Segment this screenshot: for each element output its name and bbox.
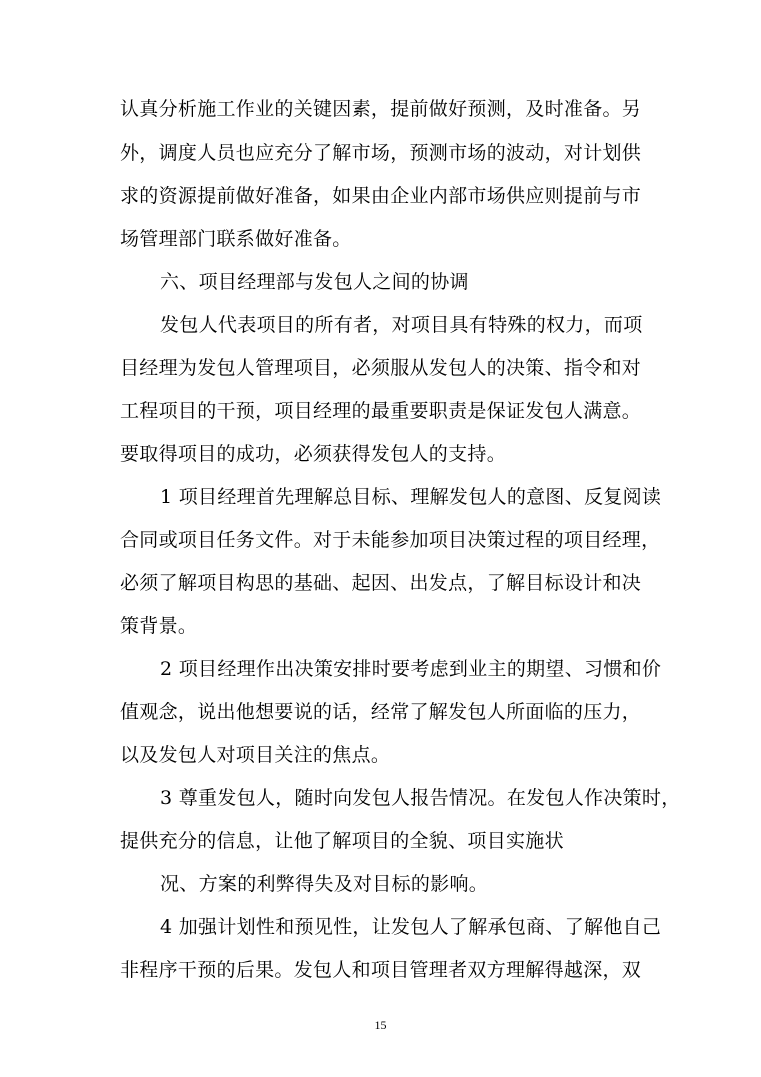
text-line: 发包人代表项目的所有者，对项目具有特殊的权力，而项 (160, 314, 643, 336)
list-item-line: 1 项目经理首先理解总目标、理解发包人的意图、反复阅读 (160, 486, 662, 508)
text-line: 外，调度人员也应充分了解市场，预测市场的波动，对计划供 (120, 142, 642, 164)
text-line: 求的资源提前做好准备，如果由企业内部市场供应则提前与市 (120, 185, 642, 207)
text-line: 场管理部门联系做好准备。 (120, 228, 352, 250)
text-line: 值观念，说出他想要说的话，经常了解发包人所面临的压力， (120, 701, 642, 723)
text-line: 要取得项目的成功，必须获得发包人的支持。 (120, 443, 507, 465)
text-line: 目经理为发包人管理项目，必须服从发包人的决策、指令和对 (120, 357, 642, 379)
page-number: 15 (374, 1018, 387, 1032)
text-line: 合同或项目任务文件。对于未能参加项目决策过程的项目经理， (120, 529, 661, 551)
text-line: 工程项目的干预，项目经理的最重要职责是保证发包人满意。 (120, 400, 642, 422)
text-line: 非程序干预的后果。发包人和项目管理者双方理解得越深，双 (120, 959, 642, 981)
text-line: 以及发包人对项目关注的焦点。 (120, 744, 391, 766)
section-heading: 六、项目经理部与发包人之间的协调 (160, 271, 469, 293)
text-line: 认真分析施工作业的关键因素，提前做好预测，及时准备。另 (120, 98, 642, 120)
text-line: 必须了解项目构思的基础、起因、出发点，了解目标设计和决 (120, 572, 642, 594)
text-line: 提供充分的信息，让他了解项目的全貌、项目实施状 (120, 830, 564, 852)
text-line: 况、方案的利弊得失及对目标的影响。 (160, 873, 489, 895)
list-item-line: 4 加强计划性和预见性，让发包人了解承包商、了解他自己 (160, 916, 662, 938)
text-line: 策背景。 (120, 615, 198, 637)
list-item-line: 2 项目经理作出决策安排时要考虑到业主的期望、习惯和价 (160, 658, 662, 680)
list-item-line: 3 尊重发包人，随时向发包人报告情况。在发包人作决策时， (160, 787, 681, 809)
